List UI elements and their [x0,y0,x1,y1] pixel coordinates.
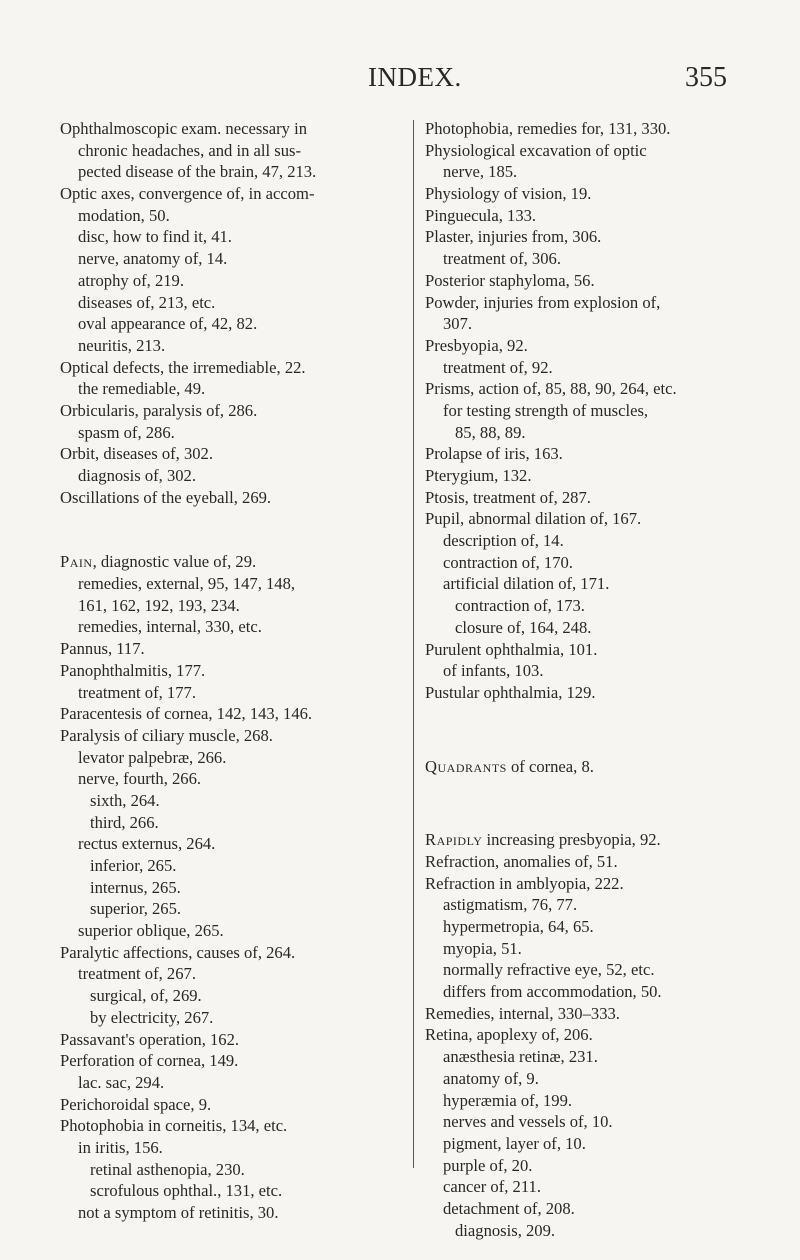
index-entry-text: oval appearance of, 42, 82. [78,314,258,334]
index-entry-text: diseases of, 213, etc. [78,292,216,312]
index-entry-text: 85, 88, 89. [455,422,526,442]
index-entry-text: Optical defects, the irremediable, 22. [60,357,306,377]
index-entry [60,487,405,509]
index-entry [425,248,770,270]
index-entry-text: by electricity, 267. [90,1007,214,1027]
index-entry-text: scrofulous ophthal., 131, etc. [90,1181,283,1201]
index-entry [425,573,770,595]
index-entry [60,898,405,920]
index-entry [60,747,405,769]
index-entry [425,1155,770,1177]
index-entry-text: Physiology of vision, 19. [425,184,592,204]
index-entry [425,552,770,574]
index-entry-text: Refraction in amblyopia, 222. [425,873,624,893]
index-entry [60,877,405,899]
index-entry-text: Perforation of cornea, 149. [60,1051,239,1071]
index-entry [425,1090,770,1112]
index-entry [425,487,770,509]
index-entry [60,161,405,183]
index-entry [60,1137,405,1159]
page-title: INDEX. [368,62,462,92]
index-entry [60,768,405,790]
index-entry [60,313,405,335]
index-entry [425,270,770,292]
index-entry-text: remedies, internal, 330, etc. [78,617,262,637]
index-entry [425,660,770,682]
index-entry [60,682,405,704]
index-entry-text: modation, 50. [78,205,170,225]
index-entry-text: nerve, anatomy of, 14. [78,249,228,269]
index-entry-text: superior oblique, 265. [78,921,224,941]
index-entry-text: Purulent ophthalmia, 101. [425,639,598,659]
index-entry [60,1202,405,1224]
index-section-lead: Pain [60,552,93,572]
index-entry-text: Orbit, diseases of, 302. [60,444,214,464]
index-entry [425,916,770,938]
index-entry-text: surgical, of, 269. [90,986,202,1006]
index-entry [60,595,405,617]
index-entry [425,183,770,205]
index-entry-text: Presbyopia, 92. [425,335,528,355]
index-entry-text: neuritis, 213. [78,335,166,355]
index-entry-text: Physiological excavation of optic [425,140,647,160]
index-entry-text: Ophthalmoscopic exam. necessary in [60,119,307,138]
index-entry-text: Powder, injuries from explosion of, [425,292,661,312]
index-entry-text: hypermetropia, 64, 65. [443,917,594,936]
index-entry-text: spasm of, 286. [78,422,175,442]
index-entry-text: treatment of, 306. [443,249,561,269]
index-entry-text: Prolapse of iris, 163. [425,444,563,464]
index-entry [60,725,405,747]
index-entry [425,1133,770,1155]
index-entry [60,118,405,140]
index-entry-text: 161, 162, 192, 193, 234. [78,595,240,615]
index-entry [60,1007,405,1029]
index-entry [425,508,770,530]
index-entry [425,530,770,552]
index-entry-text: nerves and vessels of, 10. [443,1112,613,1132]
index-entry [60,790,405,812]
index-entry-text: Prisms, action of, 85, 88, 90, 264, etc. [425,379,677,399]
index-entry [60,920,405,942]
section-gap [425,704,770,756]
left-column [60,118,405,1224]
column-divider [413,120,414,1168]
index-entry-text: Retina, apoplexy of, 206. [425,1025,593,1045]
index-entry [425,1176,770,1198]
index-entry-text: anæsthesia retinæ, 231. [443,1047,598,1067]
index-entry-text: superior, 265. [90,899,182,919]
index-entry [60,1050,405,1072]
index-entry-text: pigment, layer of, 10. [443,1133,586,1153]
index-entry [425,161,770,183]
index-entry [425,682,770,704]
index-entry-text: of cornea, 8. [506,756,594,776]
index-entry-text: contraction of, 170. [443,552,573,572]
index-entry [60,357,405,379]
index-entry [60,638,405,660]
index-entry-text: of infants, 103. [443,661,544,681]
index-entry [425,313,770,335]
page-number: 355 [685,62,727,93]
index-entry [425,1198,770,1220]
index-entry-text: artificial dilation of, 171. [443,574,610,594]
index-entry-text: Posterior staphyloma, 56. [425,270,595,290]
index-entry-text: inferior, 265. [90,856,177,875]
index-entry-text: Panophthalmitis, 177. [60,660,206,680]
index-entry [60,270,405,292]
index-entry-text: 307. [443,314,473,334]
index-entry [425,851,770,873]
index-entry [60,1029,405,1051]
index-entry-text: third, 266. [90,812,159,832]
index-entry [425,443,770,465]
index-entry [425,400,770,422]
index-entry-text: treatment of, 267. [78,964,196,984]
index-entry [60,1180,405,1202]
index-entry [425,357,770,379]
index-entry-text: levator palpebræ, 266. [78,747,227,767]
index-entry [425,639,770,661]
index-entry [425,118,770,140]
section-gap [425,777,770,829]
index-entry [425,829,770,851]
index-entry [425,1024,770,1046]
index-entry-text: atrophy of, 219. [78,270,184,290]
index-entry-text: Plaster, injuries from, 306. [425,227,602,247]
index-entry [60,551,405,573]
index-entry-text: internus, 265. [90,877,181,897]
index-entry-text: nerve, 185. [443,162,518,182]
index-entry [425,422,770,444]
index-entry [425,205,770,227]
index-entry [60,855,405,877]
index-entry-text: Refraction, anomalies of, 51. [425,851,618,871]
index-entry [425,1003,770,1025]
index-entry [425,959,770,981]
index-entry-text: Paralysis of ciliary muscle, 268. [60,725,273,745]
index-entry [425,292,770,314]
index-entry-text: Optic axes, convergence of, in accom- [60,184,315,204]
index-entry-text: differs from accommodation, 50. [443,982,662,1002]
index-entry [60,1094,405,1116]
index-section-lead: Rapidly [425,830,483,850]
page-header [0,62,800,102]
index-entry-text: sixth, 264. [90,790,160,810]
index-entry [60,833,405,855]
index-entry-text: lac. sac, 294. [78,1072,165,1092]
index-entry-text: chronic headaches, and in all sus- [78,140,302,160]
index-entry-text: detachment of, 208. [443,1198,575,1218]
index-entry [60,1072,405,1094]
index-entry-text: anatomy of, 9. [443,1068,539,1088]
index-entry [60,1115,405,1137]
index-entry-text: Ptosis, treatment of, 287. [425,487,591,507]
index-entry-text: treatment of, 92. [443,357,553,377]
index-entry-text: Pustular ophthalmia, 129. [425,682,596,702]
index-entry [425,378,770,400]
index-entry [60,942,405,964]
index-entry-text: increasing presbyopia, 92. [482,830,661,850]
index-entry-text: astigmatism, 76, 77. [443,895,578,915]
section-gap [60,508,405,551]
index-entry-text: Pterygium, 132. [425,466,532,485]
index-entry-text: Passavant's operation, 162. [60,1029,240,1049]
index-section-lead: Quadrants [425,756,507,776]
index-entry-text: the remediable, 49. [78,379,206,399]
index-entry-text: Orbicularis, paralysis of, 286. [60,400,258,420]
index-entry-text: nerve, fourth, 266. [78,769,202,789]
index-entry [60,205,405,227]
index-entry-text: cancer of, 211. [443,1177,541,1197]
index-entry-text: normally refractive eye, 52, etc. [443,960,655,980]
index-entry-text: Remedies, internal, 330–333. [425,1003,620,1023]
index-entry-text: Oscillations of the eyeball, 269. [60,487,272,507]
index-entry [60,616,405,638]
index-entry [60,292,405,314]
index-entry-text: Photophobia, remedies for, 131, 330. [425,119,671,138]
index-entry-text: not a symptom of retinitis, 30. [78,1203,279,1222]
index-entry-text: treatment of, 177. [78,682,196,702]
index-entry-text: pected disease of the brain, 47, 213. [78,162,317,182]
index-entry [60,812,405,834]
index-entry-text: Perichoroidal space, 9. [60,1094,212,1114]
index-entry-text: contraction of, 173. [455,596,585,616]
index-entry [60,443,405,465]
index-entry [425,756,770,778]
index-entry-text: Pannus, 117. [60,639,145,659]
index-entry [60,963,405,985]
index-entry-text: Paralytic affections, causes of, 264. [60,942,296,962]
index-entry-text: for testing strength of muscles, [443,400,649,420]
index-entry-text: Photophobia in corneitis, 134, etc. [60,1116,288,1136]
right-column [425,118,770,1241]
index-entry-text: Pinguecula, 133. [425,205,537,225]
index-entry [60,422,405,444]
index-entry [60,226,405,248]
index-entry-text: , diagnostic value of, 29. [92,552,257,572]
index-entry-text: purple of, 20. [443,1155,533,1175]
index-entry-text: rectus externus, 264. [78,834,216,854]
index-entry [60,985,405,1007]
index-entry-text: retinal asthenopia, 230. [90,1159,245,1179]
index-entry [425,938,770,960]
index-entry-text: hyperæmia of, 199. [443,1090,573,1110]
index-entry [425,1111,770,1133]
index-entry-text: closure of, 164, 248. [455,617,592,637]
index-entry-text: diagnosis of, 302. [78,466,196,485]
index-entry [60,465,405,487]
index-entry-text: Pupil, abnormal dilation of, 167. [425,509,642,529]
index-entry-text: description of, 14. [443,531,564,551]
index-entry [60,183,405,205]
index-entry [60,335,405,357]
index-entry [60,703,405,725]
index-entry-text: myopia, 51. [443,938,522,958]
index-entry [425,1068,770,1090]
index-entry [425,894,770,916]
index-entry-text: diagnosis, 209. [455,1220,556,1240]
index-entry [425,465,770,487]
index-entry-text: remedies, external, 95, 147, 148, [78,574,296,594]
index-entry-text: Paracentesis of cornea, 142, 143, 146. [60,704,313,724]
index-entry [425,617,770,639]
index-entry [60,660,405,682]
index-entry [425,140,770,162]
index-entry [425,873,770,895]
index-entry [425,595,770,617]
index-entry [425,335,770,357]
index-entry-text: disc, how to find it, 41. [78,227,232,247]
index-entry-text: in iritis, 156. [78,1137,163,1157]
index-entry [60,378,405,400]
index-entry [60,248,405,270]
index-entry [425,1220,770,1242]
index-entry [60,140,405,162]
index-entry [60,573,405,595]
index-entry [60,1159,405,1181]
index-entry [425,981,770,1003]
index-entry [425,1046,770,1068]
index-entry [425,226,770,248]
index-entry [60,400,405,422]
